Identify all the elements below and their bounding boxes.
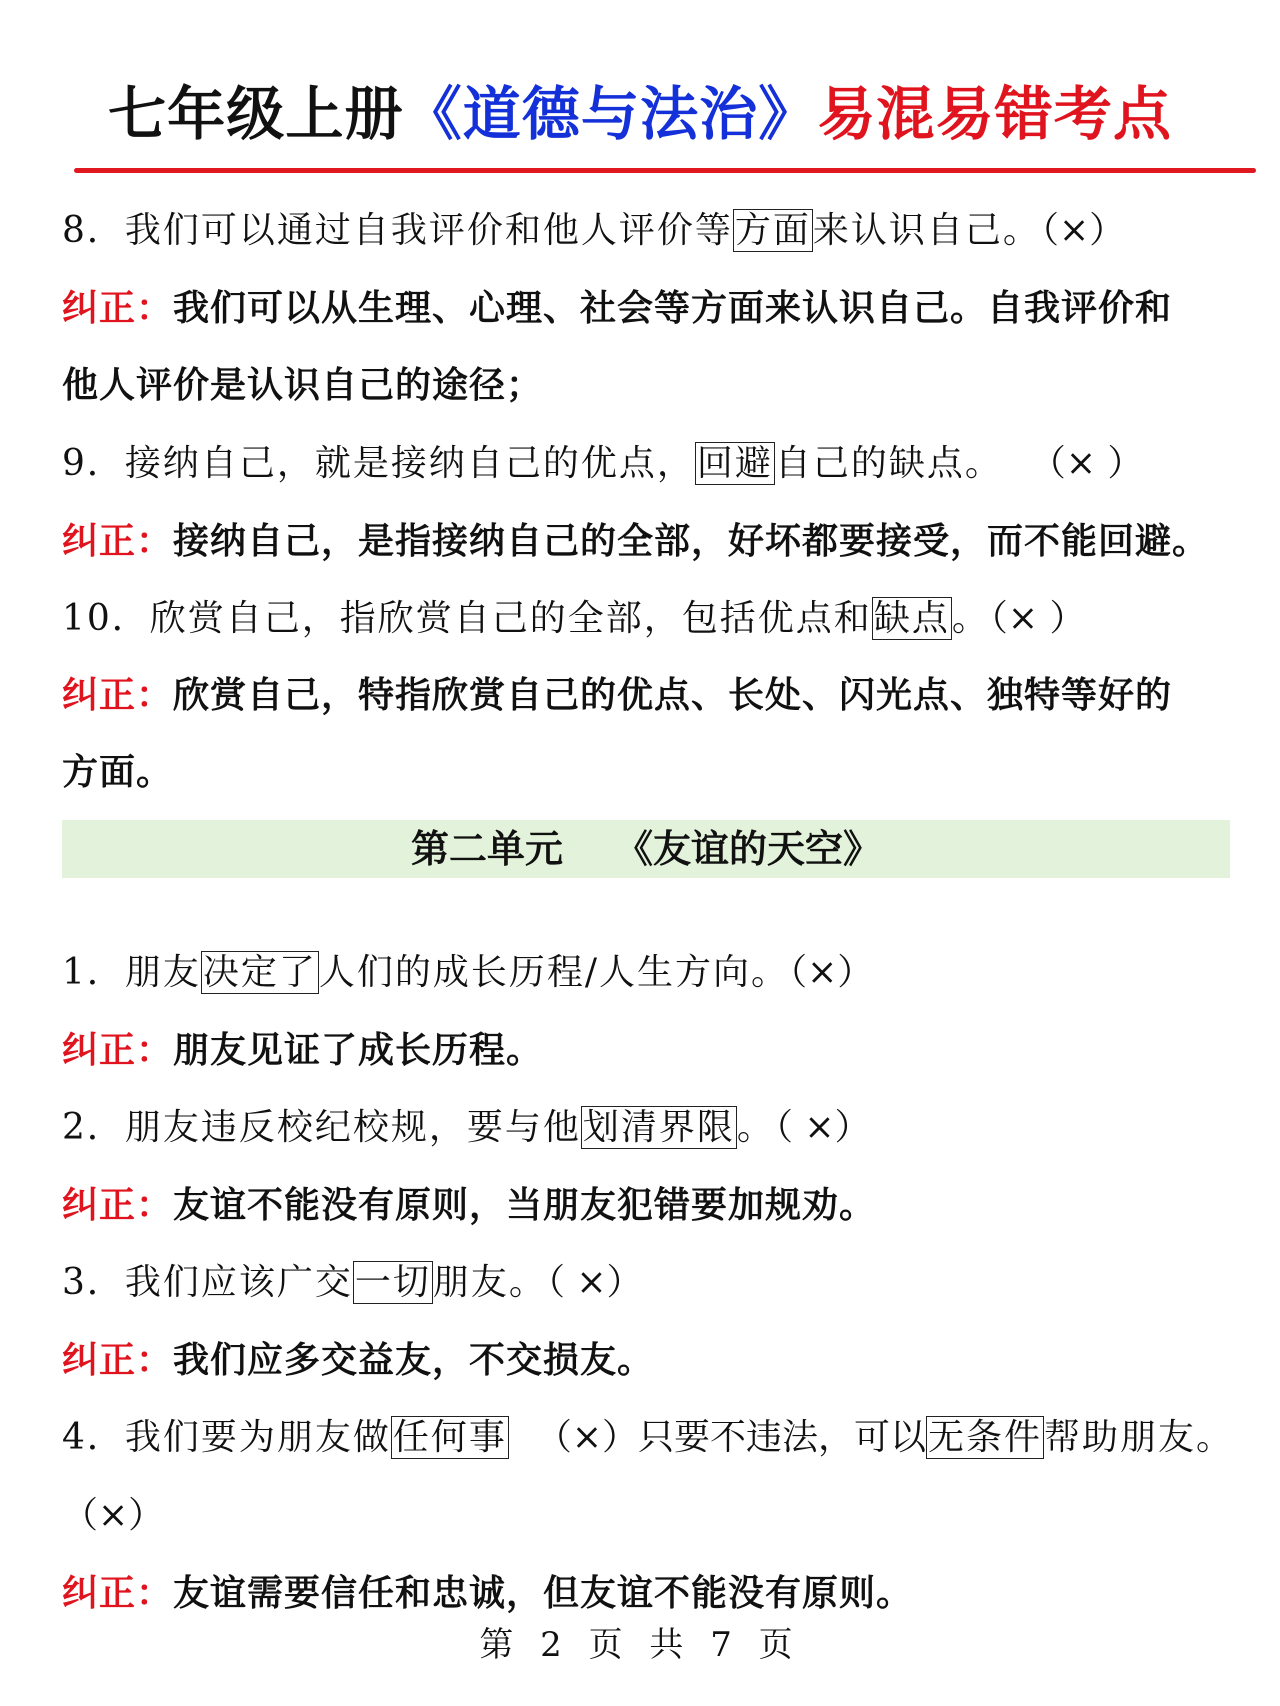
- question-u2-4-cont: [62, 1488, 164, 1544]
- correction-u2-2: 纠正：友谊不能没有原则，当朋友犯错要加规劝。: [62, 1185, 877, 1226]
- keyword-box: 缺点: [873, 598, 950, 639]
- keyword-box: 回避: [696, 443, 773, 484]
- correction-label: 纠正：: [62, 1573, 174, 1614]
- correction-label: 纠正：: [62, 1340, 174, 1381]
- correction-u2-3: 纠正：我们应多交益友，不交损友。: [62, 1340, 655, 1381]
- keyword-box: 决定了: [202, 952, 317, 993]
- question-9: 9．接纳自己，就是接纳自己的优点，回避自己的缺点。 （× ）: [62, 443, 1144, 484]
- wrong-mark: （× ）: [1029, 443, 1144, 484]
- question-8: 8．我们可以通过自我评价和他人评价等方面来认识自己。（×）: [62, 210, 1126, 251]
- correction-u2-4: 纠正：友谊需要信任和忠诚，但友谊不能没有原则。: [62, 1573, 914, 1614]
- correction-label: 纠正：: [62, 521, 174, 562]
- wrong-mark: （× ）: [989, 598, 1086, 639]
- question-u2-3: 3．我们应该广交一切朋友。（ ×）: [62, 1262, 643, 1303]
- wrong-mark: （×）: [62, 1495, 165, 1536]
- page-footer: 第 2 页 共 7 页: [479, 1625, 801, 1665]
- correction-8: 纠正：我们可以从生理、心理、社会等方面来认识自己。自我评价和: [62, 288, 1173, 329]
- title-subject: 《道德与法治》: [403, 80, 818, 148]
- correction-label: 纠正：: [62, 288, 174, 329]
- wrong-mark: （×）: [1040, 210, 1126, 251]
- title-underline: [74, 168, 1256, 173]
- question-u2-1: 1．朋友决定了人们的成长历程/人生方向。（×）: [62, 952, 874, 993]
- correction-9: 纠正：接纳自己，是指接纳自己的全部，好坏都要接受，而不能回避。: [62, 521, 1210, 562]
- correction-u2-1: 纠正：朋友见证了成长历程。: [62, 1030, 544, 1071]
- unit-banner: [62, 820, 1230, 878]
- keyword-box: 无条件: [927, 1417, 1042, 1458]
- wrong-mark: （ ×）: [546, 1262, 643, 1303]
- unit-name: 第二单元: [410, 827, 563, 871]
- correction-10: 纠正：欣赏自己，特指欣赏自己的优点、长处、闪光点、独特等好的: [62, 675, 1173, 716]
- unit-topic: 《友谊的天空》: [615, 827, 882, 871]
- page-title: [0, 66, 1280, 162]
- correction-label: 纠正：: [62, 675, 174, 716]
- correction-label: 纠正：: [62, 1030, 174, 1071]
- keyword-box: 任何事: [392, 1417, 507, 1458]
- correction-8-cont: 他人评价是认识自己的途径；: [62, 365, 544, 406]
- keyword-box: 一切: [354, 1262, 431, 1303]
- keyword-box: 方面: [734, 210, 811, 251]
- question-10: 10．欣赏自己，指欣赏自己的全部，包括优点和缺点。（× ）: [62, 598, 1086, 639]
- wrong-mark: （ ×）: [774, 1107, 871, 1148]
- correction-label: 纠正：: [62, 1185, 174, 1226]
- keyword-box: 划清界限: [582, 1107, 735, 1148]
- wrong-mark: （×）: [789, 952, 874, 993]
- correction-10-cont: 方面。: [62, 752, 174, 793]
- question-u2-4: 4．我们要为朋友做任何事 （×）只要不违法，可以无条件帮助朋友。: [62, 1417, 1235, 1458]
- question-u2-2: 2．朋友违反校纪校规，要与他划清界限。（ ×）: [62, 1107, 871, 1148]
- title-grade: 七年级上册: [108, 80, 404, 148]
- title-topic: 易混易错考点: [817, 80, 1172, 148]
